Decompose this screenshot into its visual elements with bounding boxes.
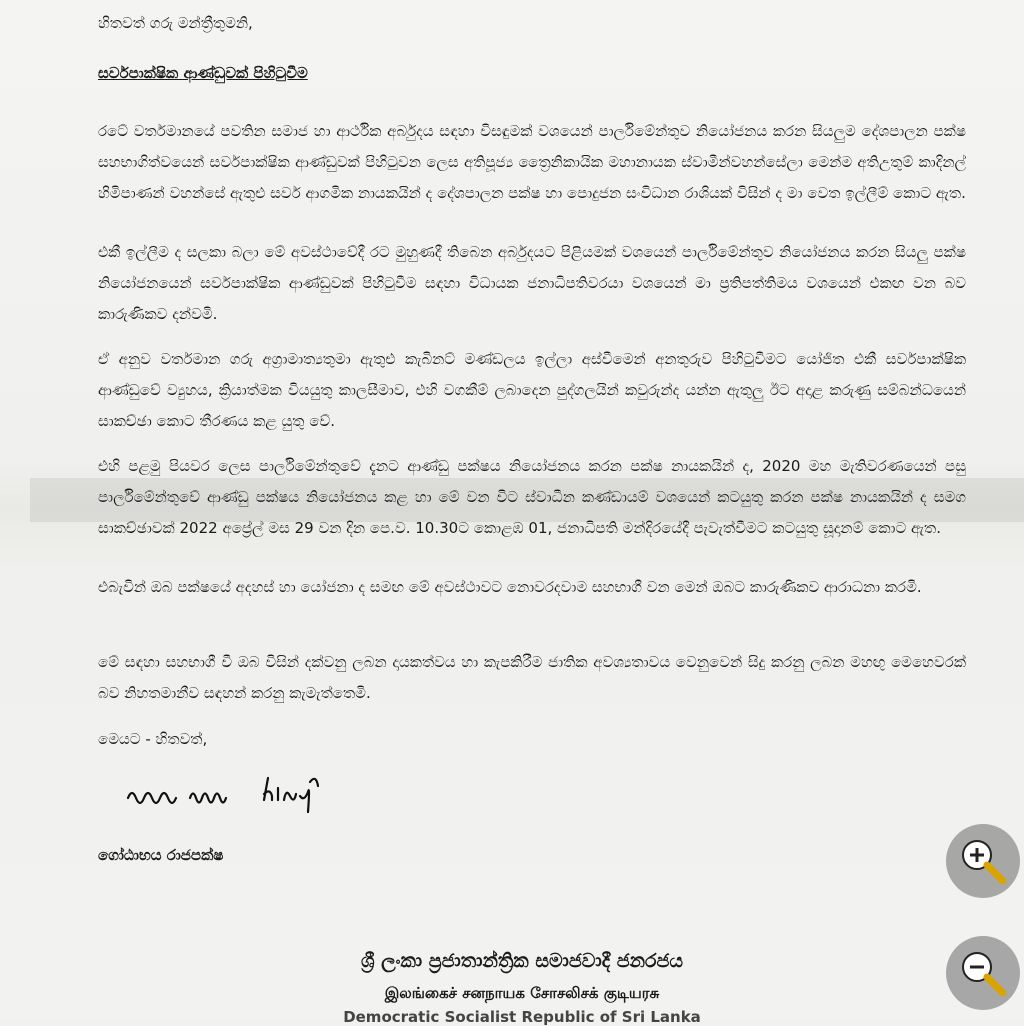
zoom-out-button[interactable] [946, 936, 1020, 1010]
zoom-in-icon [955, 833, 1011, 889]
paragraph-4: එහි පළමු පියවර ලෙස පාර්ලිමේන්තුවේ දැනට ආණ්ඩු පක්ෂය නියෝජනය කරන පක්ෂ නායකයින් ද, 2020 මහ මැතිවරණයෙන් පසු පාර්ලිමේන්තුවේ ආණ්ඩු පක්ෂය නියෝජනය කළ හා මේ වන විට ස්වාධීන කණ්ඩායම් වශයෙන් කටයුතු කරන පක්ෂ නායකයින් ද සමග සාකච්ඡාවක් 2022 අප්‍රේල් මස 29 වන දින පෙ.ව. 10.30ට කොළඹ 01, ජනාධිපති මන්දිරයේදී පැවැත්වීමට කටයුතු සූදානම් කොට ඇත. [98, 457, 966, 537]
zoom-in-button[interactable] [946, 824, 1020, 898]
paragraph-2: එකී ඉල්ලීම ද සලකා බලා මේ අවස්ථාවේදී රට මුහුණදී තිබෙන අර්බුදයට පිළියමක් වශයෙන් පාර්ලිමේන්තුව නියෝජනය කරන සියලු පක්ෂ නියෝජනයෙන් සර්වපාක්ෂික ආණ්ඩුවක් පිහිටුවීම සඳහා විධායක ජනාධිපතිවරයා වශයෙන් මා ප්‍රතිපත්තිමය වශයෙන් එකඟ වන බව කාරුණිකව දන්වමි. [98, 243, 966, 323]
paragraph-1: රටේ වර්තමානයේ පවතින සමාජ හා ආර්ථික අර්බුදය සඳහා විසඳුමක් වශයෙන් පාර්ලිමේන්තුව නියෝජනය කරන සියලුම දේශපාලන පක්ෂ සහභාගිත්වයෙන් සර්වපාක්ෂික ආණ්ඩුවක් පිහිටුවන ලෙස අතිපූජ්‍ය ත්‍රෛනිකායික මහානායක ස්වාමීන්වහන්සේලා මෙන්ම අතිඋතුම් කාදිනල් හිමිපාණන් වහන්සේ ඇතුළු සර්ව ආගමික නායකයින් ද දේශපාලන පක්ෂ හා පොදුජන සංවිධාන රාශියක් විසින් ද මා වෙත ඉල්ලීම් කොට ඇත. [98, 122, 966, 202]
zoom-out-icon [955, 945, 1011, 1001]
letter-subject: සර්වපාක්ෂික ආණ්ඩුවක් පිහිටුවීම [98, 64, 308, 82]
paragraph-6: මේ සඳහා සහභාගී වී ඔබ විසින් දක්වනු ලබන දායකත්වය හා කැපකිරීම ජාතික අවශ්‍යතාවය වෙනුවෙන් සිදු කරනු ලබන මහඟු මෙහෙවරක් බව නිහතමානීව සඳහන් කරනු කැමැත්තෙමි. [98, 653, 966, 702]
letterhead-sinhala: ශ්‍රී ලංකා ප්‍රජාතාන්ත්‍රික සමාජවාදී ජනරජය [360, 950, 684, 972]
closing-line: මෙයට - හිතවත්, [98, 730, 208, 748]
paragraph-5: එබැවින් ඔබ පක්ෂයේ අදහස් හා යෝජනා ද සමඟ මේ අවස්ථාවට නොවරදවාම සහභාගී වන මෙන් ඔබට කාරුණිකව ආරාධනා කරමි. [98, 578, 922, 596]
letterhead-english: Democratic Socialist Republic of Sri Lanka [343, 1008, 701, 1026]
salutation: හිතවත් ගරු මන්ත්‍රීතුමනි, [98, 14, 253, 32]
handwritten-signature [124, 770, 364, 820]
signer-name: ගෝඨාභය රාජපක්ෂ [98, 846, 224, 864]
paragraph-3: ඒ අනුව වර්තමාන ගරු අග්‍රාමාත්‍යතුමා ඇතුළු කැබිනට් මණ්ඩලය ඉල්ලා අස්වීමෙන් අනතුරුව පිහිටුවීමට යෝජිත එකී සර්වපාක්ෂික ආණ්ඩුවේ ව්‍යුහය, ක්‍රියාත්මක වියයුතු කාලසීමාව, එහි වගකීම් ලබාදෙන පුද්ගලයින් කවුරුන්ද යන්න ඇතුලු ඊට අදාළ කරුණු සම්බන්ධයෙන් සාකච්ඡා කොට තීරණය කළ යුතු වේ. [98, 350, 966, 430]
letterhead-tamil: இலங்கைச் சனநாயக சோசலிசக் குடியரசு [384, 984, 660, 1002]
